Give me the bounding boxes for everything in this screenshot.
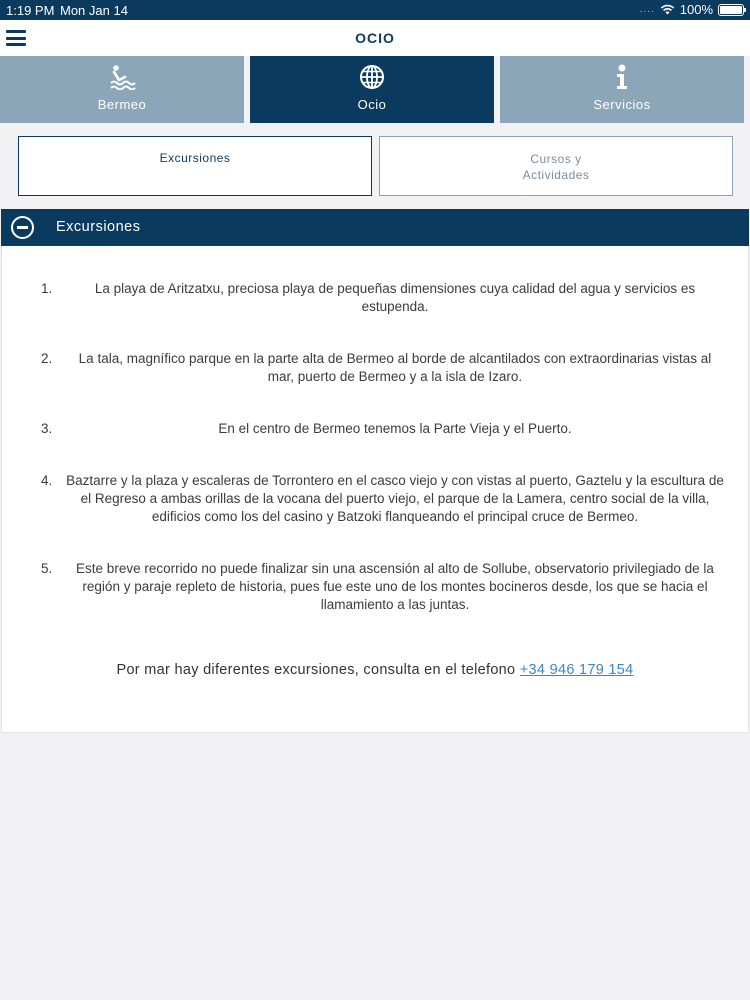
main-tabs [0,56,750,123]
segment-cursos-label-line2: Actividades [522,168,590,182]
list-item-number: 1. [41,281,53,296]
list-item-line: el Regreso a ambas orillas de la vocana del puerto viejo, el parque de la Lamera, centro social de la villa, [80,491,710,506]
battery-icon [718,4,744,16]
tab-servicios[interactable] [500,56,744,123]
page-title: OCIO [355,30,395,46]
contact-line [2,662,748,678]
list-item-line: Baztarre y la plaza y escaleras de Torrontero en el casco viejo y con vistas al puerto, Gaztelu y la escultura de [66,473,724,488]
list-item-line: llamamiento a las juntas. [320,597,470,612]
tab-ocio[interactable] [250,56,494,123]
list-item-line: Este breve recorrido no puede finalizar sin una ascensión al alto de Sollube, observatorio privilegiado de la [76,561,714,576]
list-item-line: La playa de Aritzatxu, preciosa playa de pequeñas dimensiones cuya calidad del agua y servicios es [94,281,696,296]
list-item-line: región y paraje repleto de historia, pues fue este uno de los montes bocineros desde, los que se hacia el [82,579,708,594]
info-icon [500,64,744,92]
list-item-text [62,420,728,438]
list-item-number: 3. [41,421,53,436]
accordion-content [1,246,749,733]
tab-ocio-label: Ocio [357,97,387,112]
segment-cursos-label-line1: Cursos y [530,152,582,166]
nav-bar [0,20,750,56]
tab-bermeo-label: Bermeo [97,97,147,112]
list-item-line: En el centro de Bermeo tenemos la Parte Vieja y el Puerto. [218,421,572,436]
signal-dots-icon: .... [639,4,655,15]
list-item-text [62,560,728,614]
list-item-number: 4. [41,473,53,488]
wifi-icon [660,4,675,15]
list-item-text [62,350,728,386]
list-item-line: mar, puerto de Bermeo y a la isla de Izaro. [267,369,523,384]
segment-cursos-actividades[interactable] [379,136,733,196]
list-item-number: 5. [41,561,53,576]
segment-excursiones-label: Excursiones [159,151,231,165]
list-item-text [62,472,728,526]
status-date: Mon Jan 14 [60,3,128,18]
globe-icon [250,64,494,92]
accordion-header-excursiones[interactable] [1,209,749,246]
status-bar [0,0,750,20]
minus-circle-icon[interactable] [11,216,34,239]
list-item-text [62,280,728,316]
list-item-number: 2. [41,351,53,366]
contact-text: Por mar hay diferentes excursiones, consulta en el telefono [116,662,516,678]
tab-bermeo[interactable] [0,56,244,123]
list-item-line: La tala, magnífico parque en la parte alta de Bermeo al borde de alcantilados con extraordinarias vistas al [78,351,712,366]
list-item-line: estupenda. [361,299,429,314]
battery-percent: 100% [679,2,713,17]
segment-excursiones[interactable] [18,136,372,196]
status-time: 1:19 PM [6,3,55,18]
accordion-title: Excursiones [56,219,141,235]
swimmer-icon [0,64,244,92]
tab-servicios-label: Servicios [593,97,651,112]
list-item-line: edificios como los del casino y Batzoki flanqueando el principal cruce de Bermeo. [151,509,639,524]
phone-link[interactable]: +34 946 179 154 [519,662,634,678]
status-right [640,2,744,17]
